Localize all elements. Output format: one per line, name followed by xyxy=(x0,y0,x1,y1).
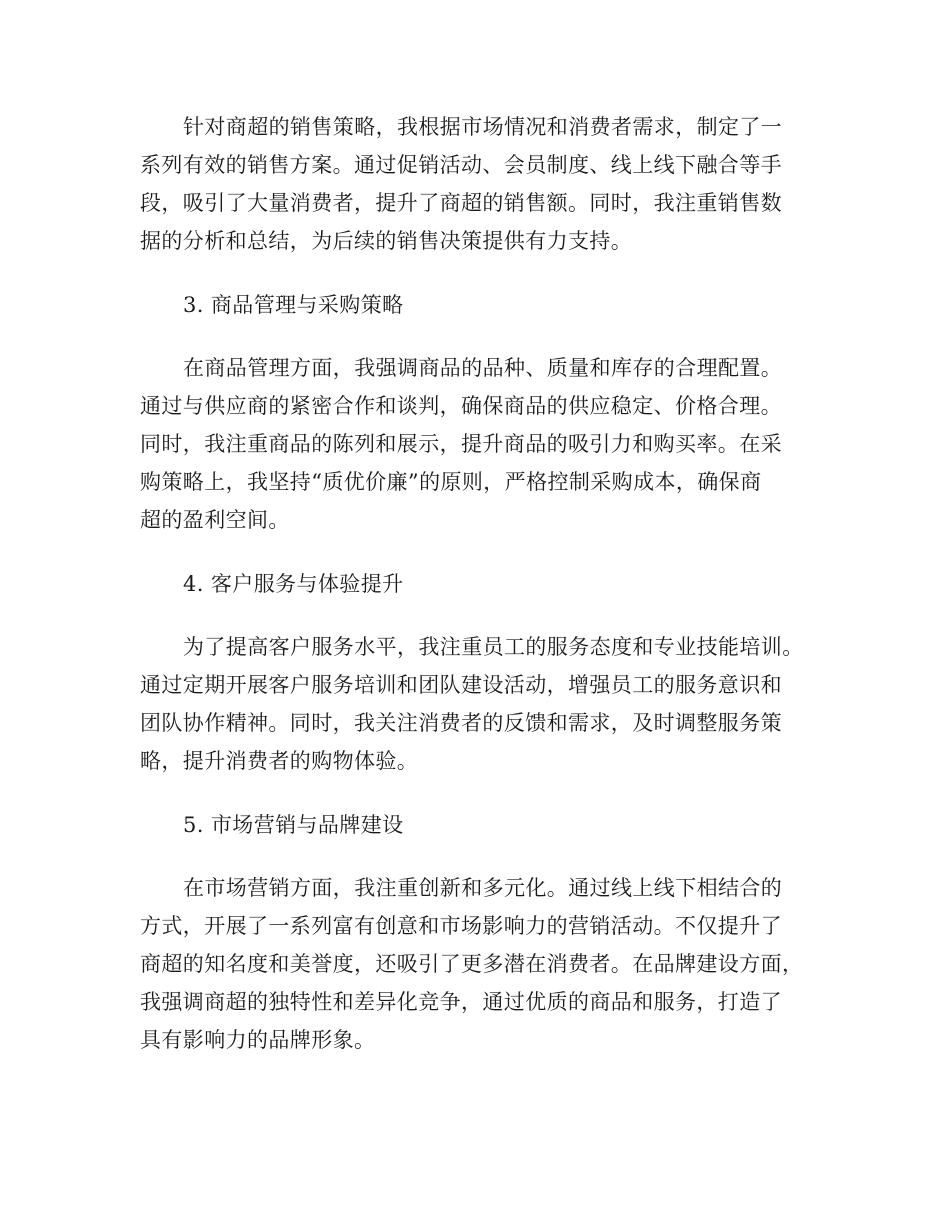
paragraph-line: 团队协作精神。同时，我关注消费者的反馈和需求，及时调整服务策 xyxy=(140,711,782,735)
paragraph-line: 在商品管理方面，我强调商品的品种、质量和库存的合理配置。 xyxy=(183,356,783,380)
section-heading: 5. 市场营销与品牌建设 xyxy=(183,813,404,837)
paragraph-line: 段，吸引了大量消费者，提升了商超的销售额。同时，我注重销售数 xyxy=(140,191,782,215)
paragraph-line: 购策略上，我坚持“质优价廉”的原则，严格控制采购成本，确保商 xyxy=(140,470,762,494)
paragraph-line: 为了提高客户服务水平，我注重员工的服务态度和专业技能培训。 xyxy=(183,635,804,659)
paragraph-line: 针对商超的销售策略，我根据市场情况和消费者需求，制定了一 xyxy=(183,115,783,139)
paragraph-line: 略，提升消费者的购物体验。 xyxy=(140,749,419,773)
paragraph-line: 通过定期开展客户服务培训和团队建设活动，增强员工的服务意识和 xyxy=(140,673,782,697)
paragraph-line: 具有影响力的品牌形象。 xyxy=(140,1028,376,1052)
section-heading: 4. 客户服务与体验提升 xyxy=(183,572,404,596)
paragraph-line: 系列有效的销售方案。通过促销活动、会员制度、线上线下融合等手 xyxy=(140,153,782,177)
paragraph-line: 同时，我注重商品的陈列和展示，提升商品的吸引力和购买率。在采 xyxy=(140,432,782,456)
paragraph-line: 商超的知名度和美誉度，还吸引了更多潜在消费者。在品牌建设方面， xyxy=(140,952,804,976)
paragraph-line: 方式，开展了一系列富有创意和市场影响力的营销活动。不仅提升了 xyxy=(140,914,782,938)
paragraph-line: 据的分析和总结，为后续的销售决策提供有力支持。 xyxy=(140,229,633,253)
paragraph-line: 我强调商超的独特性和差异化竞争，通过优质的商品和服务，打造了 xyxy=(140,990,782,1014)
section-heading: 3. 商品管理与采购策略 xyxy=(183,293,404,317)
paragraph-line: 超的盈利空间。 xyxy=(140,508,290,532)
paragraph-line: 通过与供应商的紧密合作和谈判，确保商品的供应稳定、价格合理。 xyxy=(140,394,782,418)
paragraph-line: 在市场营销方面，我注重创新和多元化。通过线上线下相结合的 xyxy=(183,876,783,900)
